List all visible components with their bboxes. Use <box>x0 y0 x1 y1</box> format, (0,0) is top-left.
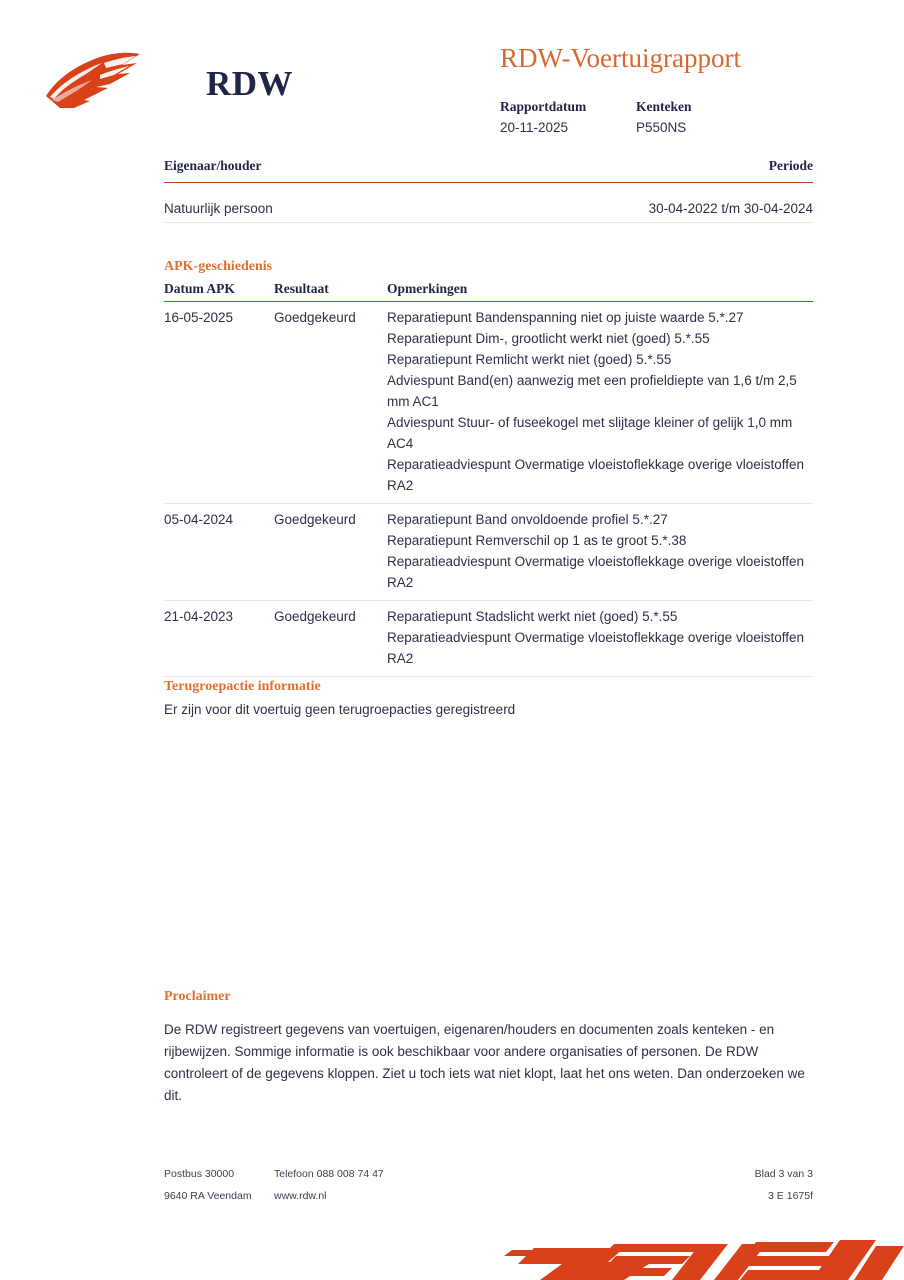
footer-row-1 <box>164 1168 813 1190</box>
page-footer <box>164 1168 813 1212</box>
apk-remark-line: Reparatiepunt Stadslicht werkt niet (goed) 5.*.55 <box>387 609 678 624</box>
column-header-remarks: Opmerkingen <box>387 281 813 302</box>
period-value: 30-04-2022 t/m 30-04-2024 <box>648 201 813 216</box>
recall-section-title: Terugroepactie informatie <box>164 679 321 694</box>
apk-remark-line: Reparatiepunt Band onvoldoende profiel 5.*.27 <box>387 512 668 527</box>
table-header-row <box>164 281 813 302</box>
owner-value: Natuurlijk persoon <box>164 201 273 216</box>
report-date-block <box>500 98 636 138</box>
apk-result-cell: Goedgekeurd <box>274 302 387 504</box>
decorative-speed-stripes <box>504 1228 904 1280</box>
rdw-feather-logo-icon <box>44 50 166 112</box>
footer-page-number: Blad 3 van 3 <box>754 1168 813 1180</box>
apk-date-cell: 05-04-2024 <box>164 504 274 601</box>
apk-remark-line: Reparatieadviespunt Overmatige vloeistoflekkage overige vloeistoffen RA2 <box>387 554 804 590</box>
footer-phone: Telefoon 088 008 74 47 <box>274 1168 384 1180</box>
owner-heading: Eigenaar/houder <box>164 158 262 173</box>
license-plate-block <box>636 98 692 138</box>
recall-text: Er zijn voor dit voertuig geen terugroepacties geregistreerd <box>164 702 516 717</box>
apk-date-cell: 21-04-2023 <box>164 601 274 677</box>
apk-remarks-cell <box>387 601 813 677</box>
column-header-date: Datum APK <box>164 281 274 302</box>
apk-remark-line: Reparatieadviespunt Overmatige vloeistoflekkage overige vloeistoffen RA2 <box>387 630 804 666</box>
footer-row-2 <box>164 1190 813 1212</box>
owner-section <box>164 158 813 223</box>
apk-remark-line: Reparatiepunt Remlicht werkt niet (goed) 5.*.55 <box>387 352 672 367</box>
footer-city: 9640 RA Veendam <box>164 1190 252 1202</box>
license-plate-value: P550NS <box>636 120 687 135</box>
footer-doc-code: 3 E 1675f <box>768 1190 813 1202</box>
column-header-result: Resultaat <box>274 281 387 302</box>
speed-stripes-icon <box>504 1228 904 1280</box>
period-heading: Periode <box>768 158 813 173</box>
report-date-value: 20-11-2025 <box>500 120 569 135</box>
apk-remark-line: Adviespunt Band(en) aanwezig met een profieldiepte van 1,6 t/m 2,5 mm AC1 <box>387 373 797 409</box>
apk-remarks-cell <box>387 302 813 504</box>
disclaimer-section <box>164 989 809 1107</box>
table-row <box>164 601 813 677</box>
apk-remarks-cell <box>387 504 813 601</box>
apk-section-title: APK-geschiedenis <box>164 259 273 274</box>
apk-remark-line: Reparatieadviespunt Overmatige vloeistoflekkage overige vloeistoffen RA2 <box>387 457 804 493</box>
apk-remark-line: Reparatiepunt Remverschil op 1 as te groot 5.*.38 <box>387 533 687 548</box>
recall-section <box>164 679 813 720</box>
apk-remark-line: Reparatiepunt Dim-, grootlicht werkt niet (goed) 5.*.55 <box>387 331 710 346</box>
page-title: RDW-Voertuigrapport <box>500 43 741 73</box>
license-plate-label: Kenteken <box>636 99 692 114</box>
rdw-logo <box>44 28 464 118</box>
disclaimer-text: De RDW registreert gegevens van voertuigen, eigenaren/houders en documenten zoals kenteken - en rijbewijzen. Sommige informatie is ook beschikbaar voor andere organisaties of personen. De RDW controleert of de gegevens kloppen. Ziet u toch iets wat niet klopt, laat het ons weten. Dan onderzoeken we dit. <box>164 1022 805 1103</box>
rdw-wordmark: RDW <box>206 64 294 103</box>
apk-history-table <box>164 281 813 677</box>
owner-header-row <box>164 158 813 183</box>
report-date-label: Rapportdatum <box>500 99 587 114</box>
disclaimer-section-title: Proclaimer <box>164 989 231 1004</box>
table-row <box>164 302 813 504</box>
table-row <box>164 504 813 601</box>
owner-value-row <box>164 183 813 223</box>
footer-website[interactable]: www.rdw.nl <box>274 1190 327 1202</box>
apk-table-body <box>164 302 813 677</box>
footer-postbus: Postbus 30000 <box>164 1168 235 1180</box>
apk-history-section <box>164 259 813 677</box>
apk-result-cell: Goedgekeurd <box>274 601 387 677</box>
apk-remark-line: Reparatiepunt Bandenspanning niet op juiste waarde 5.*.27 <box>387 310 744 325</box>
apk-result-cell: Goedgekeurd <box>274 504 387 601</box>
apk-date-cell: 16-05-2025 <box>164 302 274 504</box>
apk-remark-line: Adviespunt Stuur- of fuseekogel met slijtage kleiner of gelijk 1,0 mm AC4 <box>387 415 793 451</box>
header-meta <box>500 98 830 138</box>
